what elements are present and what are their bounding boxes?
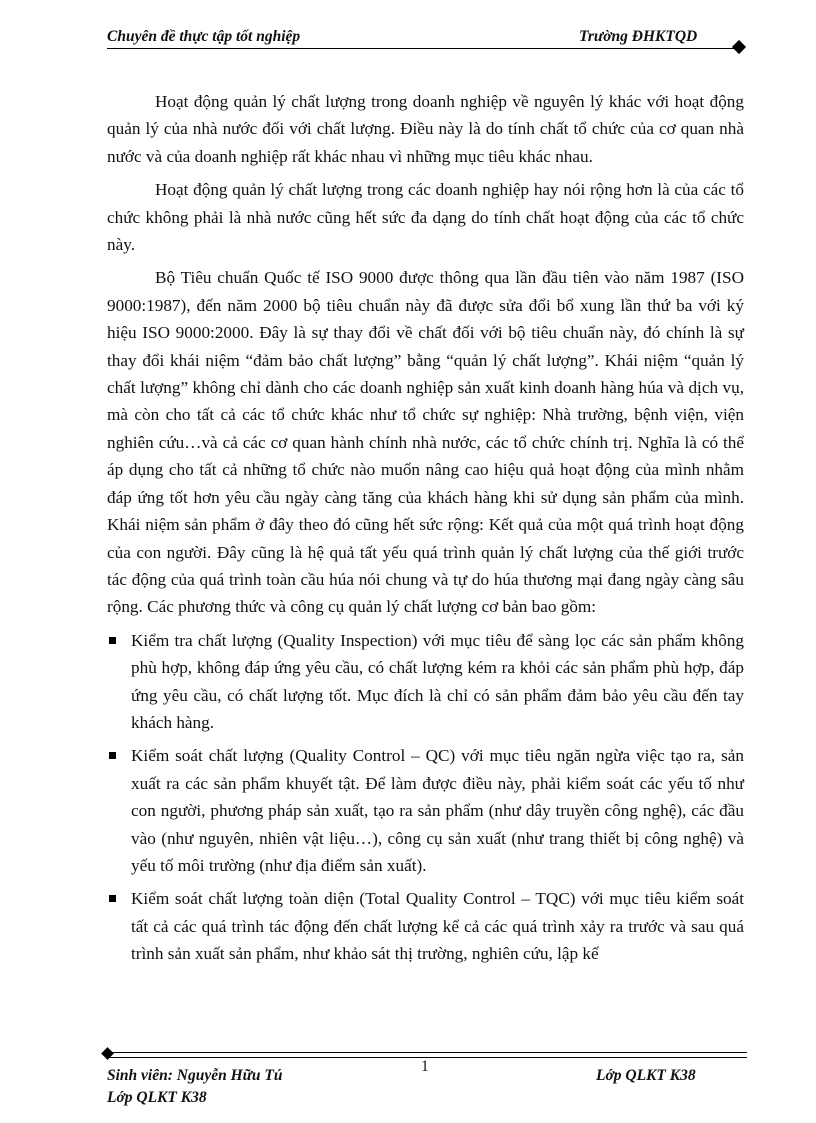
list-item xyxy=(107,742,744,879)
document-body xyxy=(107,88,744,973)
bullet-list xyxy=(107,627,744,968)
list-item-text: Kiểm tra chất lượng (Quality Inspection) với mục tiêu để sàng lọc các sản phẩm không phù hợp, không đáp ứng yêu cầu, có chất lượng kém ra khỏi các sản phẩm phù hợp, đáp ứng yêu cầu, có chất lượng tốt. Mục đích là chỉ có sản phẩm đảm bảo yêu cầu đến tay khách hàng. xyxy=(131,630,744,732)
header-rule xyxy=(107,48,737,49)
header-school: Trường ĐHKTQD xyxy=(579,28,698,45)
list-item xyxy=(107,885,744,967)
square-bullet-icon xyxy=(109,752,116,759)
paragraph: Hoạt động quản lý chất lượng trong các doanh nghiệp hay nói rộng hơn là của các tổ chức không phải là nhà nước cũng hết sức đa dạng do tính chất hoạt động của các tổ chức này. xyxy=(107,180,744,255)
footer-class-left: Lớp QLKT K38 xyxy=(107,1089,207,1106)
diamond-icon xyxy=(732,40,746,54)
footer-student: Sinh viên: Nguyễn Hữu Tú xyxy=(107,1067,283,1084)
footer-class-right: Lớp QLKT K38 xyxy=(596,1067,696,1084)
square-bullet-icon xyxy=(109,895,116,902)
page-header xyxy=(107,26,745,50)
list-item-text: Kiểm soát chất lượng toàn diện (Total Quality Control – TQC) với mục tiêu kiểm soát tất cả các quá trình tác động đến chất lượng kể cả các quá trình xảy ra trước và sau quá trình sản xuất sản phẩm, như khảo sát thị trường, nghiên cứu, lập kế xyxy=(131,889,744,964)
paragraph: Hoạt động quản lý chất lượng trong doanh nghiệp về nguyên lý khác với hoạt động quản lý của nhà nước đối với chất lượng. Điều này là do tính chất tổ chức của cơ quan nhà nước và của doanh nghiệp rất khác nhau vì những mục tiêu khác nhau. xyxy=(107,92,744,166)
list-item-text: Kiểm soát chất lượng (Quality Control – QC) với mục tiêu ngăn ngừa việc tạo ra, sản xuất ra các sản phẩm khuyết tật. Để làm được điều này, phải kiểm soát các yếu tố như con người, phương pháp sản xuất, tạo ra sản phẩm (như dây truyền công nghệ), các đầu vào (như nguyên, nhiên vật liệu…), công cụ sản xuất (như trang thiết bị công nghệ) và yếu tố môi trường (như địa điểm sản xuất). xyxy=(131,746,744,875)
square-bullet-icon xyxy=(109,637,116,644)
paragraph: Bộ Tiêu chuẩn Quốc tế ISO 9000 được thông qua lần đầu tiên vào năm 1987 (ISO 9000:1987), đến năm 2000 bộ tiêu chuẩn này đã được sửa đổi bổ xung lần thứ ba với ký hiệu ISO 9000:2000. Đây là sự thay đổi về chất đối với bộ tiêu chuẩn này, đó chính là sự thay đổi khái niệm “đảm bảo chất lượng” bằng “quản lý chất lượng”. Khái niệm “quản lý chất lượng” không chỉ dành cho các doanh nghiệp sản xuất kinh doanh hàng húa và dịch vụ, mà còn cho tất cả các tổ chức khác như tổ chức sự nghiệp: Nhà trường, bệnh viện, viện nghiên cứu…và cả các cơ quan hành chính nhà nước, các tổ chức chính trị. Nghĩa là có thể áp dụng cho tất cả những tổ chức nào muốn nâng cao hiệu quả hoạt động của mình nhằm đáp ứng tốt hơn yêu cầu ngày càng tăng của khách hàng khi sử dụng sản phẩm của mình. Khái niệm sản phẩm ở đây theo đó cũng hết sức rộng: Kết quả của một quá trình hoạt động của con người. Đây cũng là hệ quả tất yếu quá trình quản lý chất lượng của thế giới trước tác động của quá trình toàn cầu húa nói chung và tự do húa thương mại đang ngày càng sâu rộng. Các phương thức và công cụ quản lý chất lượng cơ bản bao gồm: xyxy=(107,268,744,617)
list-item xyxy=(107,627,744,737)
page-number: 1 xyxy=(421,1058,429,1075)
header-title: Chuyên đề thực tập tốt nghiệp xyxy=(107,28,301,45)
